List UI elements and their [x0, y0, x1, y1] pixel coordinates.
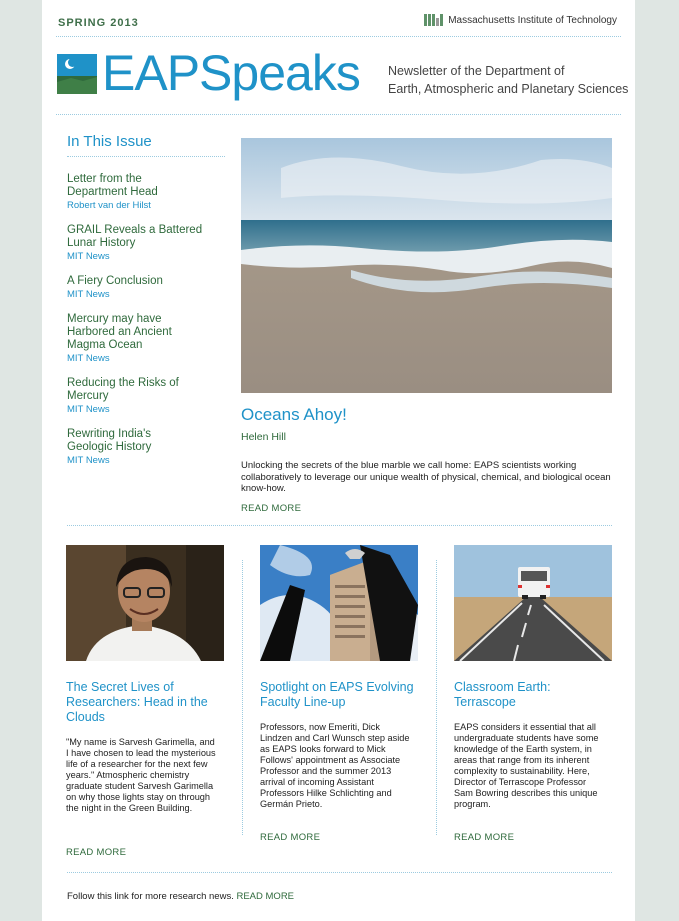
column-2-text: Professors, now Emeriti, Dick Lindzen and Carl Wunsch step aside as EAPS looks forward to Mick Follows' appointment as Associate Professor and the summer 2013 arrival of incoming Assistant Professors Hilke Schlichting and Germán Prieto.	[260, 722, 410, 809]
column-1-read-more-link[interactable]: READ MORE	[66, 847, 127, 858]
toc-item-grail[interactable]	[67, 224, 207, 263]
toc-item-title[interactable]: Rewriting India's Geologic History	[67, 428, 152, 453]
newsletter-tagline	[388, 62, 628, 98]
column-3-read-more-link[interactable]: READ MORE	[454, 832, 515, 843]
toc-item-title[interactable]: A Fiery Conclusion	[67, 275, 163, 287]
column-3-title[interactable]: Classroom Earth: Terrascope	[454, 680, 551, 709]
issue-season: SPRING 2013	[58, 17, 139, 29]
column-2-building-image[interactable]	[260, 545, 418, 661]
mit-name: Massachusetts Institute of Technology	[448, 14, 617, 26]
toc-item-source: MIT News	[67, 404, 110, 415]
toc-item-source: Robert van der Hilst	[67, 200, 151, 211]
toc-item-letter[interactable]	[67, 173, 175, 212]
toc-item-title[interactable]: Letter from the Department Head	[67, 173, 158, 198]
toc-item-mercury-magma[interactable]	[67, 313, 192, 365]
toc-item-source: MIT News	[67, 251, 110, 262]
footer-line	[67, 891, 294, 902]
divider-footer	[67, 872, 612, 873]
toc-item-fiery[interactable]	[67, 275, 207, 301]
feature-blurb: Unlocking the secrets of the blue marble we call home: EAPS scientists working collaboratively to leverage our unique wealth of physical, chemical, and biological ocean know-how.	[241, 460, 611, 494]
mit-logo-icon	[424, 14, 444, 26]
column-1-portrait-image[interactable]	[66, 545, 224, 661]
tagline-line-1: Newsletter of the Department of	[388, 64, 565, 78]
divider-header	[56, 114, 621, 115]
footer-text: Follow this link for more research news.	[67, 891, 234, 902]
eaps-logo-icon	[57, 54, 97, 94]
toc-item-india[interactable]	[67, 428, 177, 467]
toc-item-source: MIT News	[67, 289, 110, 300]
toc-item-mercury-risks[interactable]	[67, 377, 185, 416]
column-divider-2	[436, 560, 437, 835]
newsletter-logo-title: EAPSpeaks	[102, 45, 360, 101]
toc-item-title[interactable]: Mercury may have Harbored an Ancient Magma Ocean	[67, 313, 172, 351]
feature-beach-image[interactable]	[241, 138, 612, 393]
mit-brand[interactable]	[424, 14, 617, 26]
feature-author: Helen Hill	[241, 431, 286, 443]
toc-heading: In This Issue	[67, 133, 152, 150]
toc-item-source: MIT News	[67, 455, 110, 466]
newsletter-page	[42, 0, 635, 921]
column-2-title[interactable]: Spotlight on EAPS Evolving Faculty Line-up	[260, 680, 414, 709]
toc-item-source: MIT News	[67, 353, 110, 364]
column-2-read-more-link[interactable]: READ MORE	[260, 832, 321, 843]
footer-read-more-link[interactable]: READ MORE	[236, 891, 295, 902]
divider-top	[56, 36, 621, 37]
column-3-road-image[interactable]	[454, 545, 612, 661]
toc-item-title[interactable]: Reducing the Risks of Mercury	[67, 377, 179, 402]
column-1-text: "My name is Sarvesh Garimella, and I have chosen to lead the mysterious life of a researcher for the next few years." Atmospheric chemistry graduate student Sarvesh Garimella on why those lights stay on through the night in the Green Building.	[66, 737, 216, 813]
column-3-text: EAPS considers it essential that all undergraduate students have some knowledge of the Earth system, in areas that range from its inherent complexity to sustainability. Here, Director of Terrascope Professor Sam Bowring describes this unique program.	[454, 722, 599, 809]
feature-title[interactable]: Oceans Ahoy!	[241, 405, 347, 424]
feature-read-more-link[interactable]: READ MORE	[241, 503, 302, 514]
divider-feature	[67, 525, 612, 526]
toc-divider	[67, 156, 225, 157]
column-divider-1	[242, 560, 243, 835]
tagline-line-2: Earth, Atmospheric and Planetary Sciences	[388, 82, 629, 96]
column-1-title[interactable]: The Secret Lives of Researchers: Head in the Clouds	[66, 680, 208, 724]
toc-item-title[interactable]: GRAIL Reveals a Battered Lunar History	[67, 224, 203, 249]
